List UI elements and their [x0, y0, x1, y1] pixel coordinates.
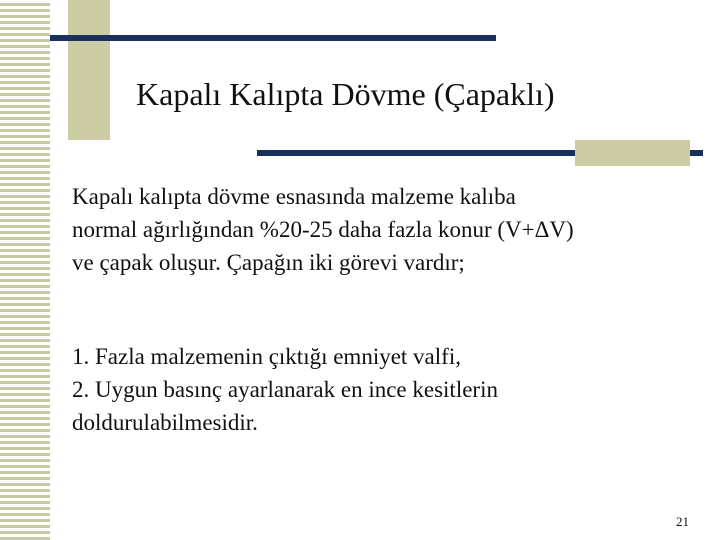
page-number: 21 [676, 514, 689, 529]
paragraph-line: Kapalı kalıpta dövme esnasında malzeme kalıba [72, 184, 516, 209]
list-item: 2. Uygun basınç ayarlanarak en ince kesitlerin [72, 377, 498, 402]
body-paragraph [72, 180, 702, 279]
left-decorative-stripe [0, 0, 50, 540]
paragraph-line: ve çapak oluşur. Çapağın iki görevi vardır; [72, 250, 465, 275]
title-decor-block [68, 0, 110, 140]
title-top-bar [50, 35, 496, 41]
slide-title: Kapalı Kalıpta Dövme (Çapaklı) [136, 76, 555, 112]
list-item-continuation: doldurulabilmesidir. [72, 410, 258, 435]
paragraph-line: normal ağırlığından %20-25 daha fazla konur (V+ΔV) [72, 217, 574, 242]
numbered-list [72, 340, 702, 439]
list-item: 1. Fazla malzemenin çıktığı emniyet valfi, [72, 344, 461, 369]
bar-decor-block [575, 140, 690, 166]
